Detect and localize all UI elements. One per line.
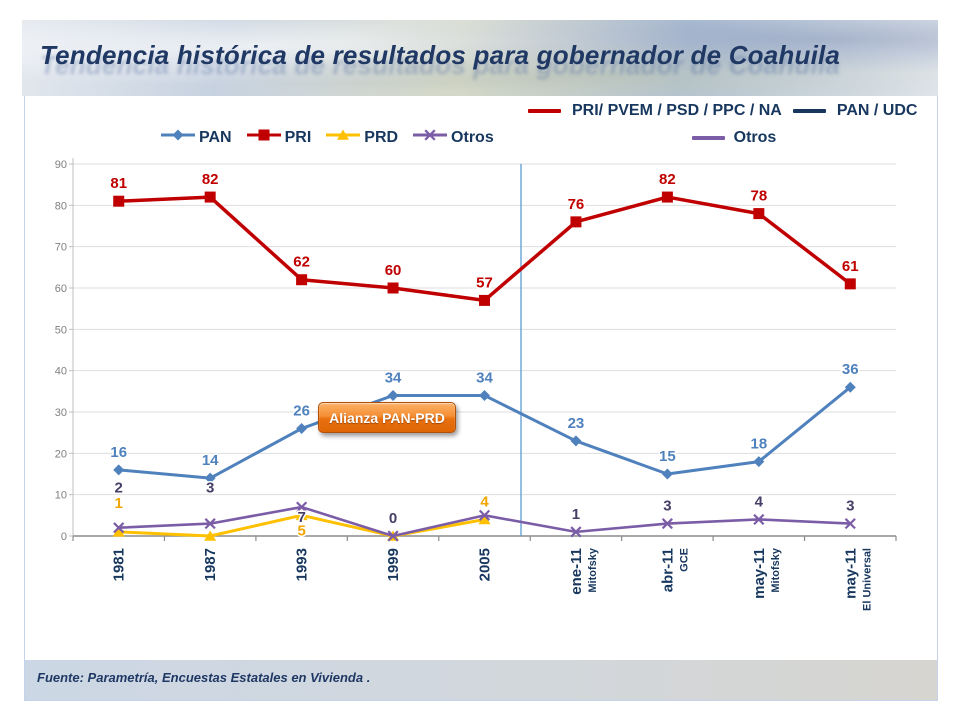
alianza-annotation	[318, 402, 456, 433]
svg-text:70: 70	[54, 241, 67, 254]
data-label: 23	[567, 414, 585, 432]
svg-text:2005: 2005	[476, 548, 494, 582]
data-label: 76	[567, 195, 585, 213]
data-point-marker	[296, 423, 307, 434]
data-point-marker	[570, 216, 581, 227]
svg-text:1993: 1993	[293, 548, 311, 582]
svg-text:30: 30	[54, 407, 67, 419]
data-label: 3	[205, 479, 215, 497]
legend-label: Otros	[451, 128, 494, 146]
gridlines	[73, 164, 896, 495]
data-label: 57	[476, 274, 493, 292]
data-label: 2	[114, 479, 123, 497]
data-label: 26	[293, 402, 310, 420]
data-point-marker	[388, 390, 399, 401]
data-point-marker	[113, 464, 124, 475]
legend-label: PAN / UDC	[836, 102, 918, 119]
data-label: 0	[388, 510, 398, 527]
data-label: 15	[659, 448, 676, 465]
svg-text:El Universal: El Universal	[861, 548, 874, 611]
data-label: 1	[114, 494, 123, 512]
data-label: 62	[293, 253, 310, 271]
legend-label: Otros	[733, 129, 777, 146]
data-label: 7	[297, 509, 306, 527]
source-note: Fuente: Parametría, Encuestas Estatales en Vivienda .	[37, 670, 371, 685]
data-point-marker	[570, 435, 581, 446]
y-axis-labels	[55, 159, 73, 543]
data-label: 34	[384, 369, 402, 387]
axes	[73, 158, 896, 541]
data-label: 14	[201, 452, 219, 470]
data-point-marker	[113, 196, 124, 207]
svg-text:50: 50	[54, 324, 67, 337]
svg-text:ene-11: ene-11	[567, 548, 585, 595]
data-point-marker	[479, 390, 490, 401]
svg-text:abr-11: abr-11	[659, 548, 677, 593]
data-point-marker	[845, 278, 856, 289]
data-label: 82	[659, 171, 676, 189]
data-point-marker	[662, 192, 673, 203]
data-label: 16	[110, 443, 128, 461]
data-point-marker	[296, 274, 307, 285]
data-label: 36	[841, 361, 859, 379]
data-point-marker	[205, 192, 216, 203]
data-point-marker	[479, 295, 490, 306]
svg-text:GCE: GCE	[678, 548, 691, 572]
legend-label: PRI	[284, 128, 312, 146]
data-label: 18	[750, 435, 768, 453]
svg-text:may-11: may-11	[842, 548, 860, 599]
data-label: 61	[841, 257, 859, 275]
svg-text:1987: 1987	[202, 548, 220, 582]
svg-text:Mitofsky: Mitofsky	[586, 548, 599, 593]
data-label: 3	[663, 497, 672, 515]
data-label: 1	[571, 505, 581, 523]
svg-text:1981: 1981	[110, 548, 128, 582]
data-label: 4	[480, 493, 489, 511]
svg-text:1999: 1999	[385, 548, 403, 582]
data-point-marker	[753, 208, 764, 219]
data-label: 82	[201, 171, 219, 189]
series-labels-PRI	[110, 171, 858, 291]
svg-text:10: 10	[54, 489, 67, 502]
legend-label: PRI/ PVEM / PSD / PPC / NA	[572, 102, 782, 119]
data-label: 81	[110, 175, 128, 193]
data-label: 78	[750, 187, 768, 205]
legend-label: PAN	[199, 128, 232, 146]
svg-text:0: 0	[60, 531, 67, 543]
svg-text:may-11: may-11	[750, 548, 768, 599]
page-title: Tendencia histórica de resultados para gobernador de Coahuila	[40, 40, 841, 70]
footer-band	[25, 660, 937, 700]
data-label: 60	[384, 262, 402, 279]
svg-text:40: 40	[54, 365, 67, 378]
x-axis-labels	[111, 547, 874, 611]
svg-text:80: 80	[54, 200, 67, 213]
data-point-marker	[388, 283, 399, 294]
svg-text:60: 60	[54, 283, 67, 295]
data-point-marker	[662, 469, 673, 480]
data-label: 34	[476, 369, 493, 387]
svg-text:90: 90	[54, 159, 67, 171]
data-label: 3	[846, 497, 855, 515]
series-PAN	[113, 382, 856, 484]
data-label: 4	[754, 493, 764, 511]
svg-text:20: 20	[54, 448, 67, 461]
data-label: 5	[297, 522, 306, 540]
legend-label: PRD	[364, 128, 399, 146]
annotation-label: Alianza PAN-PRD	[329, 409, 445, 426]
svg-text:Mitofsky: Mitofsky	[769, 548, 782, 593]
